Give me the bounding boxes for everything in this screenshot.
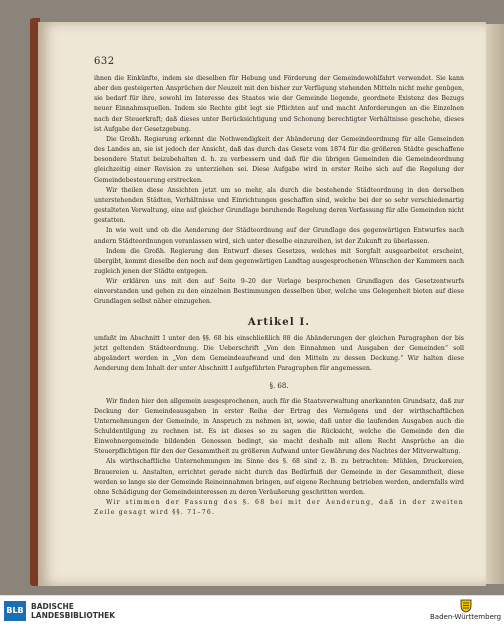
page-stack-edge bbox=[486, 24, 504, 584]
paragraph: In wie weit und ob die Aenderung der Städteordnung auf der Grundlage des gegenwärtigen Entwurfes nach andern Städteordnungen veranlassen wird, sich unter dieselbe einzureihen, ist der Zukunft zu überlassen. bbox=[94, 227, 464, 245]
library-name[interactable] bbox=[31, 602, 115, 620]
paragraph: Indem die Großh. Regierung den Entwurf dieses Gesetzes, welches mit Sorgfalt ausgearbeitet erscheint, übergibt, kommt dieselbe den noch auf dem gegenwärtigen Landtag ausgesprochenen Wünschen der Kammern nach zugleich jenen der Städte entgegen. bbox=[94, 247, 464, 275]
paragraph: Die Großh. Regierung erkennt die Nothwendigkeit der Abänderung der Gemeindeordnung für alle Gemeinden des Landes an, sie ist jedoch der Ansicht, daß das durch das Gesetz vom 1874 für die größeren Städte geschaffene besondere Statut beizubehalten d. h. zu verbessern und daß für die übrigen Gemeinden die Gemeindeordnung gleichzeitig einer Revision zu unterziehen sei. Diese Aufgabe wird in erster Reihe sich auf die Regelung der Gemeindebesteuerung erstrecken. bbox=[94, 135, 464, 184]
library-name-line1: BADISCHE bbox=[31, 602, 74, 611]
page-number: 632 bbox=[94, 56, 115, 67]
viewer-footer bbox=[0, 595, 504, 626]
library-name-line2: LANDESBIBLIOTHEK bbox=[31, 611, 116, 620]
paragraph: Wir erklären uns mit den auf Seite 9–20 der Vorlage besprochenen Grundlagen des Gesetzentwurfs einverstanden und gehen zu den einzelnen Bestimmungen desselben über, welche uns Gelegenheit bieten auf diese Grundlagen selbst näher einzugehen. bbox=[94, 278, 464, 306]
blb-logo[interactable]: BLB bbox=[4, 601, 26, 621]
article-text: umfaßt im Abschnitt I unter den §§. 68 bis einschließlich 88 die Abänderungen der gleichen Paragraphen der bis jetzt geltenden Städteordnung. Die Ueberschrift „Von den Einnahmen und Ausgaben der Gemeinden“ soll abgeändert werden in „Von dem Gemeindeaufwand und den Mitteln zu dessen Deckung.“ Wir halten diese Aenderung dem Inhalt der unter Abschnitt I aufgeführten Paragraphen für angemessen. bbox=[94, 334, 464, 373]
baden-wuerttemberg-crest-icon bbox=[460, 599, 472, 613]
section-paragraph: Wir finden hier den allgemein ausgesprochenen, auch für die Staatsverwaltung anerkannten Grundsatz, daß zur Deckung der Gemeindeausgaben in erster Reihe der Ertrag des Vermögens und der wirthschaftlichen Unternehmungen der Gemeinde, in Anspruch zu nehmen ist, sowie, daß unter die laufenden Ausgaben auch die Schuldentilgung zu rechnen ist. Es ist dieses so zu sagen die Rücksicht, welche die Gemeinde den die Einwohnergemeinde bildenden Genossen bedingt, sie macht deshalb mit allem Recht Ansprüche an die Steuerpflichtigen für den der Gesammtheit zu größeren Aufwand unter Gewährung des Nachtes der Mitverwaltung. bbox=[94, 397, 464, 456]
page-text bbox=[94, 74, 464, 518]
section-paragraph: Als wirthschaftliche Unternehmungen im Sinne des §. 68 sind z. B. zu betrachten: Mühlen, Druckereien, Brauereien u. Anstalten, errichtet gerade nicht durch das Bedürfniß der Gemeinde in der Gesammtheit, diese werden so lange sie der Gemeinde Reineinnahmen bringen, auf eigene Rechnung betrieben werden, andernfalls wird ohne Schädigung der Gemeindeinteressen zu deren Veräußerung geschritten werden. bbox=[94, 458, 464, 496]
partner-name[interactable]: Baden-Württemberg bbox=[430, 613, 502, 621]
article-heading: Artikel I. bbox=[247, 316, 311, 328]
paragraph: Wir theilen diese Ansichten jetzt um so mehr, als durch die bestehende Städteordnung in den derselben unterstehenden Städten, Verhältnisse und Einrichtungen geschaffen sind, welche bei der so sehr verschiedenartig gestalteten Verwaltung, eine auf gleicher Grundlage beruhende Regelung deren Verfassung für alle Gemeinden nicht gestatten. bbox=[94, 186, 464, 225]
section-heading: §. 68. bbox=[269, 382, 289, 391]
paragraph: ihnen die Einkünfte, indem sie dieselben für Hebung und Förderung der Gemeindewohlfahrt verwendet. Sie kann aber den gesteigerten Ansprüchen der Neuzeit mit den bisher zur Verfügung stehenden Mitteln nicht mehr genügen, sie bedarf für ihre, sowohl im Interesse des Staates wie der Gemeinde liegende, geordnete Existenz des Bezugs neuer Einnahmsquellen. Indem sie Rechte gibt legt sie Pflichten auf und macht Anforderungen an die Einzelnen nach der Steuerkraft; daß dieses unter Berücksichtigung und Schonung berechtigter Verhältnisse geschehe, dieses ist Aufgabe der Gesetzgebung. bbox=[94, 75, 464, 133]
closing-text: Wir stimmen der Fassung des §. 68 bei mit der Aenderung, daß in der zweiten Zeile gesagt wird §§. 71–76. bbox=[94, 499, 464, 517]
